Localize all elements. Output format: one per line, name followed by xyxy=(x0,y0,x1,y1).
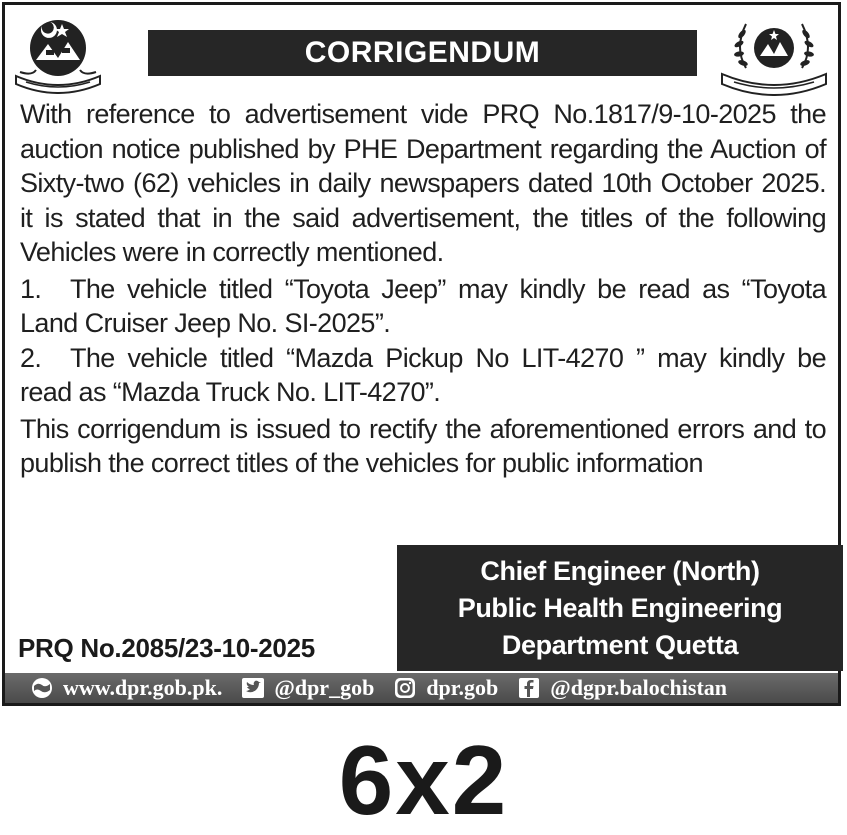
footer-instagram[interactable] xyxy=(392,675,498,701)
instagram-handle[interactable]: dpr.gob xyxy=(426,675,499,700)
footer-website[interactable] xyxy=(29,675,222,701)
signature-line-3: Department Quetta xyxy=(501,630,739,660)
list-item-text: The vehicle titled “Mazda Pickup No LIT-4270 ” may kindly be read as “Mazda Truck No. LIT-4270”. xyxy=(20,342,826,407)
ad-size-label: 6x2 xyxy=(338,725,509,835)
list-item xyxy=(20,272,826,341)
footer-twitter[interactable] xyxy=(240,675,374,701)
list-item xyxy=(20,341,826,410)
globe-icon xyxy=(29,676,55,700)
signature-line-1: Chief Engineer (North) xyxy=(480,556,760,586)
facebook-handle[interactable]: @dgpr.balochistan xyxy=(550,675,728,700)
closing-paragraph: This corrigendum is issued to rectify the aforementioned errors and to publish the correct titles of the vehicles for public information xyxy=(20,413,826,478)
website-link[interactable]: www.dpr.gob.pk. xyxy=(63,675,223,700)
instagram-icon xyxy=(392,676,418,700)
list-item-number: 2. xyxy=(20,342,42,373)
signature-line-2: Public Health Engineering xyxy=(457,593,783,623)
list-item-number: 1. xyxy=(20,273,42,304)
balochistan-emblem-icon xyxy=(12,14,104,94)
signature-block xyxy=(397,545,843,671)
footer-facebook[interactable] xyxy=(516,675,727,701)
twitter-icon xyxy=(240,676,266,700)
facebook-icon xyxy=(516,676,542,700)
notice-body xyxy=(20,97,826,481)
twitter-handle[interactable]: @dpr_gob xyxy=(274,675,375,700)
list-item-text: The vehicle titled “Toyota Jeep” may kindly be read as “Toyota Land Cruiser Jeep No. SI-2025”. xyxy=(20,273,826,338)
prq-number: PRQ No.2085/23-10-2025 xyxy=(18,633,315,663)
footer-bar xyxy=(2,673,841,706)
dgpr-wreath-emblem-icon xyxy=(716,12,832,96)
intro-paragraph: With reference to advertisement vide PRQ No.1817/9-10-2025 the auction notice published by PHE Department regarding the Auction of Sixty-two (62) vehicles in daily newspapers dated 10th October 2025. it is stated that in the said advertisement, the titles of the following Vehicles were in correctly mentioned. xyxy=(20,99,826,267)
notice-title: CORRIGENDUM xyxy=(148,30,697,76)
